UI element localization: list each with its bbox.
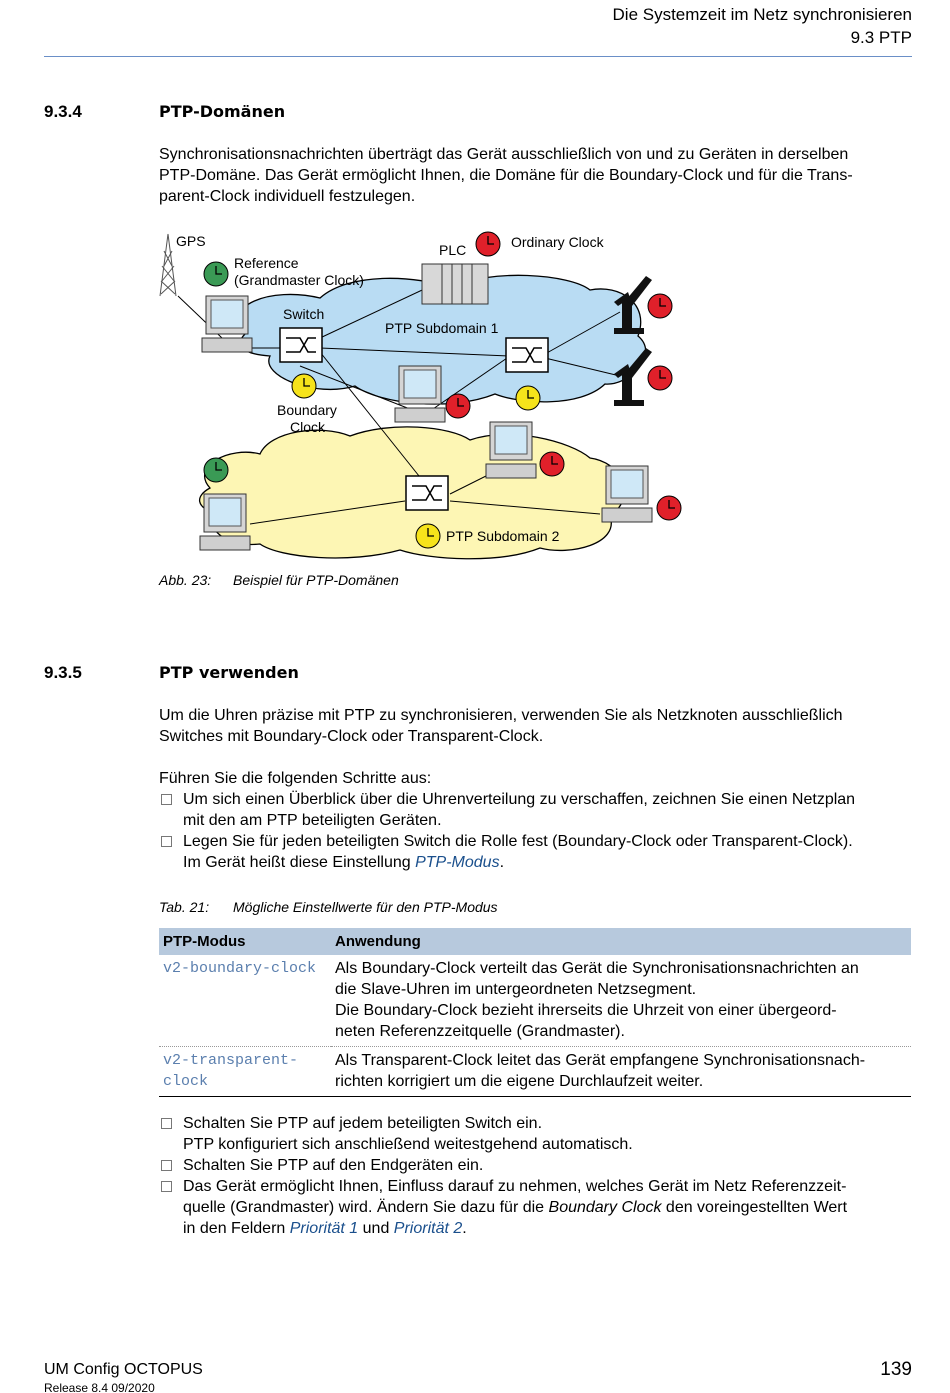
label-switch: Switch — [283, 306, 325, 322]
step-item: Schalten Sie PTP auf jedem beteiligten Switch ein. PTP konfiguriert sich anschließend weitestgehend automatisch. — [159, 1113, 919, 1155]
column-header: Anwendung — [331, 928, 911, 955]
computer-icon — [395, 366, 445, 422]
switch-icon — [280, 328, 322, 362]
checkbox-icon — [161, 836, 172, 847]
mode-value: v2-boundary-clock — [159, 955, 331, 1047]
ptp-domains-diagram — [150, 226, 690, 568]
checkbox-icon — [161, 794, 172, 805]
switch-icon — [406, 476, 448, 510]
header-rule — [44, 56, 912, 57]
steps-intro: Führen Sie die folgenden Schritte aus: — [159, 770, 432, 787]
label-gps: GPS — [176, 233, 206, 249]
section-title: PTP verwenden — [159, 663, 299, 682]
footer-release: Release 8.4 09/2020 — [44, 1381, 155, 1393]
section-number: 9.3.4 — [44, 102, 82, 121]
section-number: 9.3.5 — [44, 663, 82, 682]
table-row — [159, 955, 911, 1047]
label-ordinary-clock: Ordinary Clock — [511, 234, 604, 250]
mode-value: v2-transparent- clock — [159, 1047, 331, 1097]
table-row — [159, 1047, 911, 1097]
figure-caption: Abb. 23: Beispiel für PTP-Domänen — [159, 572, 399, 588]
priority-2-link[interactable]: Priorität 2 — [393, 1220, 463, 1237]
step-item: Um sich einen Überblick über die Uhrenverteilung zu verschaffen, zeichnen Sie einen Netzplan mit den am PTP beteiligten Geräten. — [159, 789, 919, 831]
checkbox-icon — [161, 1118, 172, 1129]
paragraph: Um die Uhren präzise mit PTP zu synchronisieren, verwenden Sie als Netzknoten ausschließlich Switches mit Boundary-Clock oder Transparent-Clock. — [159, 707, 843, 745]
ptp-mode-table — [159, 928, 911, 1097]
label-reference: Reference — [234, 255, 299, 271]
plc-icon — [422, 264, 488, 304]
label-clock: Clock — [290, 419, 326, 435]
priority-1-link[interactable]: Priorität 1 — [289, 1220, 359, 1237]
checkbox-icon — [161, 1160, 172, 1171]
step-item: Das Gerät ermöglicht Ihnen, Einfluss darauf zu nehmen, welches Gerät im Netz Referenzzeit- quelle (Grandmaster) wird. Ändern Sie dazu für die Boundary Clock den voreingestellten Wert in den Feldern Priorität 1 und Priorität 2. — [159, 1176, 919, 1239]
label-subdomain-1: PTP Subdomain 1 — [385, 320, 499, 336]
header-section: 9.3 PTP — [850, 28, 912, 47]
header-title: Die Systemzeit im Netz synchronisieren — [612, 5, 912, 24]
footer-doc: UM Config OCTOPUS — [44, 1361, 203, 1378]
step-item: Legen Sie für jeden beteiligten Switch die Rolle fest (Boundary-Clock oder Transparent-Clock). Im Gerät heißt diese Einstellung PTP-Modus. — [159, 831, 919, 873]
table-caption: Tab. 21: Mögliche Einstellwerte für den PTP-Modus — [159, 899, 498, 915]
step-item: Schalten Sie PTP auf den Endgeräten ein. — [159, 1155, 919, 1176]
computer-icon — [200, 494, 250, 550]
switch-icon — [506, 338, 548, 372]
page-number: 139 — [880, 1359, 912, 1380]
computer-icon — [202, 296, 252, 352]
mode-description: Als Boundary-Clock verteilt das Gerät die Synchronisationsnachrichten an die Slave-Uhren im untergeordneten Netzsegment. Die Boundary-Clock bezieht ihrerseits die Uhrzeit von einer übergeord- neten Referenzzeitquelle (Grandmaster). — [331, 955, 911, 1047]
checkbox-icon — [161, 1181, 172, 1192]
ptp-mode-link[interactable]: PTP-Modus — [415, 854, 500, 871]
section-title: PTP-Domänen — [159, 102, 286, 121]
computer-icon — [486, 422, 536, 478]
label-grandmaster: (Grandmaster Clock) — [234, 272, 364, 288]
column-header: PTP-Modus — [159, 928, 331, 955]
label-subdomain-2: PTP Subdomain 2 — [446, 528, 560, 544]
label-boundary: Boundary — [277, 402, 337, 418]
label-plc: PLC — [439, 242, 467, 258]
gps-antenna — [160, 234, 176, 296]
mode-description: Als Transparent-Clock leitet das Gerät empfangene Synchronisationsnach- richten korrigiert um die eigene Durchlaufzeit weiter. — [331, 1047, 911, 1097]
computer-icon — [602, 466, 652, 522]
paragraph: Synchronisationsnachrichten überträgt das Gerät ausschließlich von und zu Geräten in derselben PTP-Domäne. Das Gerät ermöglicht Ihnen, die Domäne für die Boundary-Clock und für die Trans- parent-Clock individuell festzulegen. — [159, 146, 853, 205]
